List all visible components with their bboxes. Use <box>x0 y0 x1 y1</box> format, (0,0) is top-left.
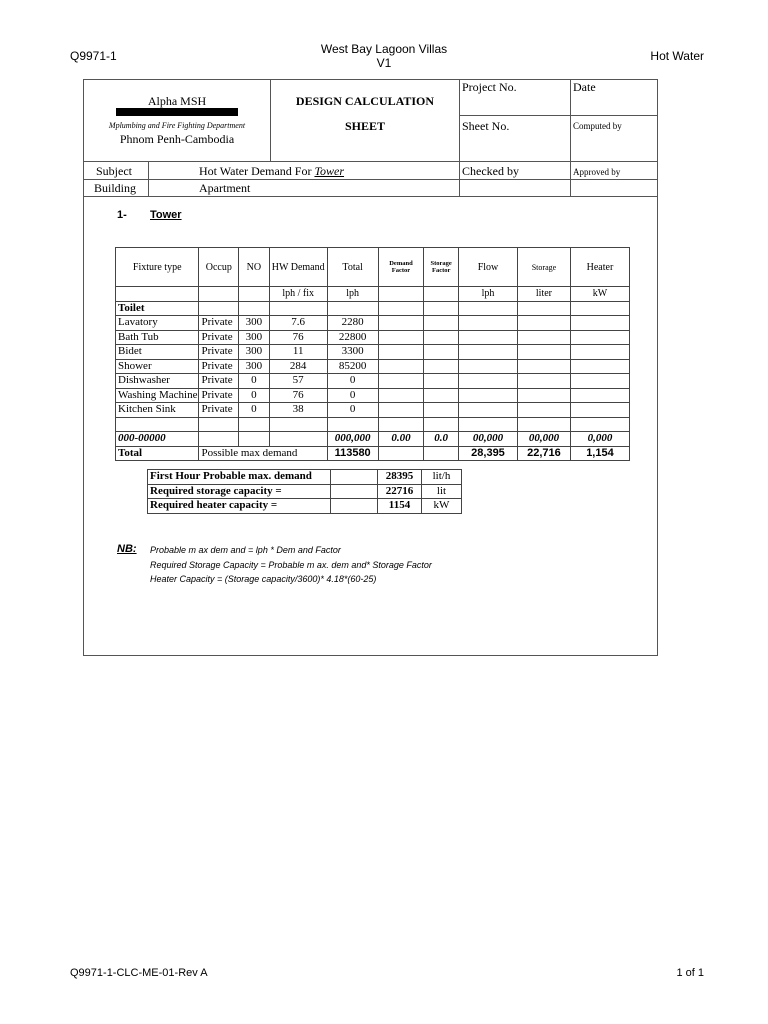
empty-cell <box>269 417 327 432</box>
table-row <box>116 374 630 389</box>
building-label: Building <box>94 181 137 195</box>
project-name: West Bay Lagoon Villas <box>320 42 448 56</box>
computed-by-label: Computed by <box>573 121 622 131</box>
subtotal-demand-factor: 0.00 <box>378 432 424 447</box>
subtotal-flow: 00,000 <box>458 432 517 447</box>
empty-cell <box>116 417 199 432</box>
empty-cell <box>458 345 517 360</box>
total-row <box>116 446 630 461</box>
occupancy: Private <box>199 330 239 345</box>
hw-demand: 76 <box>269 330 327 345</box>
empty-cell <box>518 301 571 316</box>
empty-cell <box>518 316 571 331</box>
sheet-title: DESIGN CALCULATION <box>295 94 435 108</box>
header-row <box>116 248 630 287</box>
total-note: Possible max demand <box>199 446 327 461</box>
fixture-type: Bath Tub <box>116 330 199 345</box>
empty-cell <box>331 484 378 499</box>
fixture-count: 0 <box>239 374 270 389</box>
empty-cell <box>570 417 629 432</box>
subtotal-row <box>116 432 630 447</box>
unit-cell <box>199 287 239 302</box>
divider <box>83 161 658 162</box>
table-row <box>116 388 630 403</box>
column-header: Total <box>327 248 378 287</box>
subtotal-heater: 0,000 <box>570 432 629 447</box>
occupancy: Private <box>199 316 239 331</box>
column-header: NO <box>239 248 270 287</box>
total-lph: 85200 <box>327 359 378 374</box>
empty-cell <box>199 417 239 432</box>
building-value: Apartment <box>199 181 251 195</box>
empty-cell <box>424 359 459 374</box>
subtotal-storage: 00,000 <box>518 432 571 447</box>
column-header: HW Demand <box>269 248 327 287</box>
date-label: Date <box>573 80 596 94</box>
column-header: Storage <box>518 248 571 287</box>
divider <box>83 196 658 197</box>
location: Phnom Penh-Cambodia <box>119 132 235 146</box>
empty-cell <box>518 417 571 432</box>
table-row <box>116 345 630 360</box>
empty-cell <box>570 345 629 360</box>
divider <box>459 115 658 116</box>
fixture-count: 0 <box>239 403 270 418</box>
column-header: Flow <box>458 248 517 287</box>
column-header: Fixture type <box>116 248 199 287</box>
fixture-count: 300 <box>239 345 270 360</box>
department: Mplumbing and Fire Fighting Department <box>108 121 246 130</box>
empty-cell <box>424 417 459 432</box>
hw-demand: 284 <box>269 359 327 374</box>
subtotal-total: 000,000 <box>327 432 378 447</box>
project-version: V1 <box>376 56 392 70</box>
empty-cell <box>378 388 424 403</box>
doc-code: Q9971-1 <box>70 49 117 63</box>
doc-reference: Q9971-1-CLC-ME-01-Rev A <box>70 967 208 979</box>
fixture-type: Shower <box>116 359 199 374</box>
section-name: Tower <box>150 209 182 221</box>
empty-cell <box>331 499 378 514</box>
empty-cell <box>458 330 517 345</box>
empty-cell <box>424 301 459 316</box>
company-name: Alpha MSH <box>147 94 207 108</box>
company-logo-bar <box>116 108 238 116</box>
group-row <box>116 301 630 316</box>
unit-cell <box>378 287 424 302</box>
occupancy: Private <box>199 374 239 389</box>
summary-unit: lit <box>422 484 462 499</box>
occupancy: Private <box>199 359 239 374</box>
empty-cell <box>518 359 571 374</box>
unit-cell <box>239 287 270 302</box>
unit-cell <box>424 287 459 302</box>
empty-cell <box>570 301 629 316</box>
hw-demand: 11 <box>269 345 327 360</box>
summary-row <box>148 499 462 514</box>
page-number: 1 of 1 <box>676 967 704 979</box>
unit-cell: lph / fix <box>269 287 327 302</box>
divider <box>83 179 658 180</box>
fixture-count: 300 <box>239 330 270 345</box>
empty-cell <box>424 388 459 403</box>
units-row <box>116 287 630 302</box>
empty-cell <box>378 330 424 345</box>
empty-cell <box>518 345 571 360</box>
subject-text: Hot Water Demand For <box>199 164 315 178</box>
empty-cell <box>269 301 327 316</box>
fixture-count: 300 <box>239 316 270 331</box>
fixture-type: Lavatory <box>116 316 199 331</box>
empty-cell <box>327 301 378 316</box>
total-lph: 3300 <box>327 345 378 360</box>
summary-value: 22716 <box>378 484 422 499</box>
nb-line-3: Heater Capacity = (Storage capacity/3600)* 4.18*(60-25) <box>150 574 377 584</box>
summary-value: 28395 <box>378 470 422 485</box>
empty-cell <box>424 316 459 331</box>
column-header: Heater <box>570 248 629 287</box>
empty-cell <box>424 403 459 418</box>
occupancy: Private <box>199 388 239 403</box>
occupancy: Private <box>199 403 239 418</box>
fixture-type: Kitchen Sink <box>116 403 199 418</box>
empty-cell <box>424 330 459 345</box>
summary-label: Required storage capacity = <box>148 484 331 499</box>
empty-cell <box>378 345 424 360</box>
hw-demand: 76 <box>269 388 327 403</box>
doc-category: Hot Water <box>650 49 704 63</box>
empty-cell <box>458 388 517 403</box>
fixture-rows <box>116 316 630 418</box>
empty-cell <box>424 345 459 360</box>
subject-label: Subject <box>96 164 132 178</box>
project-title <box>284 42 484 70</box>
summary-value: 1154 <box>378 499 422 514</box>
subtotal-label: 000-00000 <box>116 432 199 447</box>
fixture-count: 300 <box>239 359 270 374</box>
empty-cell <box>458 301 517 316</box>
hot-water-demand-table <box>115 247 630 461</box>
empty-cell <box>378 446 424 461</box>
empty-cell <box>239 432 270 447</box>
empty-cell <box>570 316 629 331</box>
table-row <box>116 403 630 418</box>
summary-unit: kW <box>422 499 462 514</box>
empty-cell <box>570 403 629 418</box>
total-lph: 113580 <box>327 446 378 461</box>
empty-cell <box>570 359 629 374</box>
hw-demand: 57 <box>269 374 327 389</box>
occupancy: Private <box>199 345 239 360</box>
subject-emphasis: Tower <box>314 164 345 178</box>
nb-line-2: Required Storage Capacity = Probable m ax. dem and* Storage Factor <box>150 560 432 570</box>
subtotal-storage-factor: 0.0 <box>424 432 459 447</box>
fixture-type: Bidet <box>116 345 199 360</box>
total-lph: 22800 <box>327 330 378 345</box>
table-row <box>116 359 630 374</box>
empty-cell <box>378 403 424 418</box>
blank-row <box>116 417 630 432</box>
empty-cell <box>331 470 378 485</box>
sheet-subtitle: SHEET <box>344 119 386 133</box>
empty-cell <box>458 374 517 389</box>
total-lph: 2280 <box>327 316 378 331</box>
group-label: Toilet <box>116 301 199 316</box>
empty-cell <box>458 417 517 432</box>
total-flow: 28,395 <box>458 446 517 461</box>
empty-cell <box>199 301 239 316</box>
fixture-count: 0 <box>239 388 270 403</box>
subject-value <box>199 164 344 179</box>
nb-line-1: Probable m ax dem and = lph * Dem and Factor <box>150 545 341 555</box>
nb-label: NB: <box>117 543 137 555</box>
empty-cell <box>424 446 459 461</box>
column-header: Demand Factor <box>378 248 424 287</box>
fixture-type: Washing Machine <box>116 388 199 403</box>
summary-label: Required heater capacity = <box>148 499 331 514</box>
summary-rows <box>148 470 462 514</box>
total-label: Total <box>116 446 199 461</box>
empty-cell <box>239 301 270 316</box>
empty-cell <box>570 388 629 403</box>
empty-cell <box>378 301 424 316</box>
total-lph: 0 <box>327 403 378 418</box>
empty-cell <box>378 316 424 331</box>
section-number: 1- <box>117 209 127 221</box>
hw-demand: 7.6 <box>269 316 327 331</box>
summary-table <box>147 469 462 514</box>
fixture-type: Dishwasher <box>116 374 199 389</box>
empty-cell <box>378 374 424 389</box>
unit-cell: lph <box>327 287 378 302</box>
summary-row <box>148 484 462 499</box>
empty-cell <box>570 330 629 345</box>
empty-cell <box>518 330 571 345</box>
total-storage: 22,716 <box>518 446 571 461</box>
empty-cell <box>424 374 459 389</box>
empty-cell <box>518 403 571 418</box>
divider <box>148 161 149 197</box>
total-lph: 0 <box>327 374 378 389</box>
empty-cell <box>458 316 517 331</box>
unit-cell: lph <box>458 287 517 302</box>
empty-cell <box>378 417 424 432</box>
unit-cell: liter <box>518 287 571 302</box>
hw-demand: 38 <box>269 403 327 418</box>
table-row <box>116 316 630 331</box>
empty-cell <box>269 432 327 447</box>
summary-row <box>148 470 462 485</box>
total-lph: 0 <box>327 388 378 403</box>
approved-by-label: Approved by <box>573 167 621 177</box>
total-heater: 1,154 <box>570 446 629 461</box>
empty-cell <box>239 417 270 432</box>
table-row <box>116 330 630 345</box>
project-no-label: Project No. <box>462 80 517 94</box>
sheet-no-label: Sheet No. <box>462 119 510 133</box>
empty-cell <box>570 374 629 389</box>
empty-cell <box>378 359 424 374</box>
column-header: Occup <box>199 248 239 287</box>
empty-cell <box>518 374 571 389</box>
empty-cell <box>199 432 239 447</box>
empty-cell <box>458 359 517 374</box>
empty-cell <box>458 403 517 418</box>
checked-by-label: Checked by <box>462 164 519 178</box>
unit-cell <box>116 287 199 302</box>
empty-cell <box>327 417 378 432</box>
column-header: Storage Factor <box>424 248 459 287</box>
summary-unit: lit/h <box>422 470 462 485</box>
summary-label: First Hour Probable max. demand <box>148 470 331 485</box>
empty-cell <box>518 388 571 403</box>
unit-cell: kW <box>570 287 629 302</box>
